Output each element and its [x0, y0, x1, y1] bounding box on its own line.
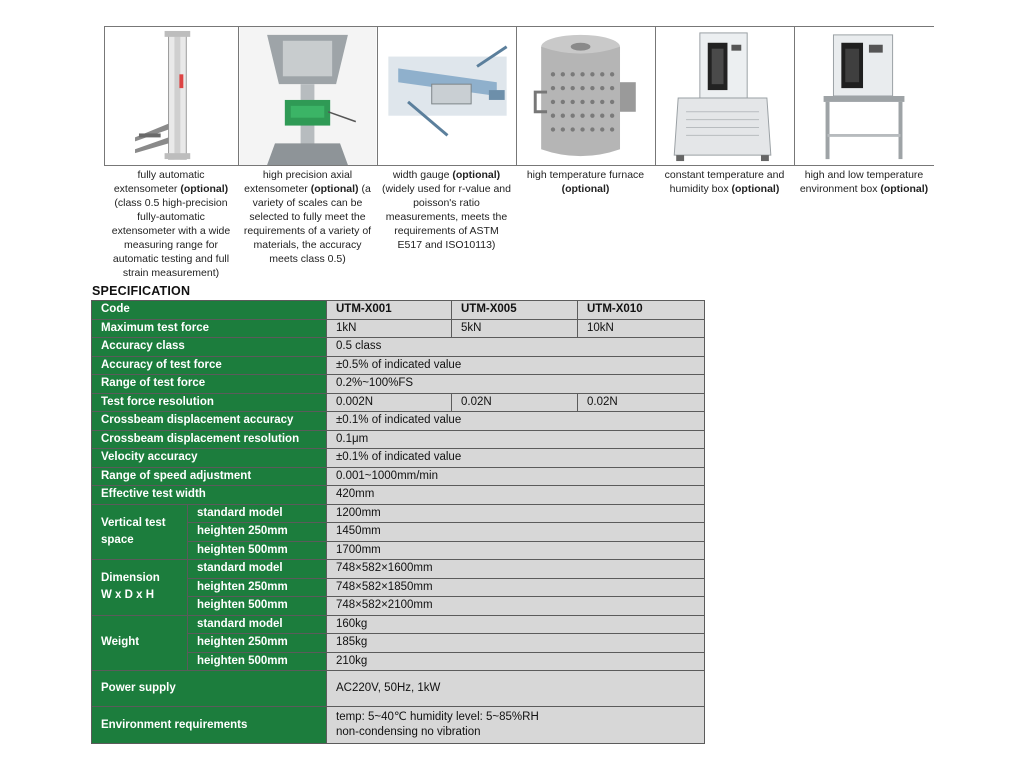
sub-label: heighten 250mm — [188, 634, 327, 653]
cell-value: ±0.5% of indicated value — [327, 356, 705, 375]
table-row — [92, 671, 705, 707]
caption-axial-extensometer: high precision axial extensometer (optional) (a variety of scales can be selected to fully meet the requirements of a variety of materials, the accuracy meets class 0.5) — [243, 169, 372, 265]
table-row — [92, 467, 705, 486]
table-row — [92, 375, 705, 394]
sub-label: heighten 500mm — [188, 597, 327, 616]
cell-value: AC220V, 50Hz, 1kW — [327, 671, 705, 707]
cell-value: 185kg — [327, 634, 705, 653]
accessory-image-strip — [104, 26, 934, 166]
specification-title: SPECIFICATION — [92, 284, 191, 298]
row-label: Crossbeam displacement resolution — [92, 430, 327, 449]
specification-table — [91, 300, 705, 744]
row-label: Accuracy of test force — [92, 356, 327, 375]
table-row — [92, 707, 705, 744]
row-label: Range of speed adjustment — [92, 467, 327, 486]
sub-label: heighten 500mm — [188, 652, 327, 671]
width-gauge-image — [378, 27, 517, 165]
cell-value: 420mm — [327, 486, 705, 505]
table-row — [92, 393, 705, 412]
cell-value: 0.02N — [452, 393, 578, 412]
row-label — [92, 560, 188, 616]
cell-value: 748×582×1600mm — [327, 560, 705, 579]
cell-value: 0.002N — [327, 393, 452, 412]
cell-value: 1200mm — [327, 504, 705, 523]
cell-value: 1kN — [327, 319, 452, 338]
caption-fully-automatic-extensometer: fully automatic extensometer (optional) (class 0.5 high-precision fully-automatic extensometer with a wide measuring range for automatic testing and full strain measurement) — [111, 169, 231, 279]
cell-value: 210kg — [327, 652, 705, 671]
sub-label: heighten 250mm — [188, 523, 327, 542]
row-label: Environment requirements — [92, 707, 327, 744]
environment-line2: non-condensing no vibration — [336, 726, 481, 738]
sub-label: standard model — [188, 504, 327, 523]
caption-constant-temperature-humidity-box: constant temperature and humidity box (optional) — [664, 169, 785, 195]
table-row — [92, 338, 705, 357]
model-header: UTM-X005 — [452, 301, 578, 320]
cell-value: 1700mm — [327, 541, 705, 560]
table-row — [92, 356, 705, 375]
row-label: Velocity accuracy — [92, 449, 327, 468]
cell-value: 10kN — [578, 319, 705, 338]
sub-label: standard model — [188, 615, 327, 634]
cell-value: 748×582×2100mm — [327, 597, 705, 616]
high-temperature-furnace-image — [517, 27, 656, 165]
cell-value: ±0.1% of indicated value — [327, 412, 705, 431]
row-label: Weight — [92, 615, 188, 671]
caption-high-temperature-furnace: high temperature furnace (optional) — [526, 169, 645, 195]
row-label: Test force resolution — [92, 393, 327, 412]
axial-extensometer-image — [239, 27, 378, 165]
table-row — [92, 504, 705, 523]
cell-value: 748×582×1850mm — [327, 578, 705, 597]
table-row — [92, 301, 705, 320]
row-label: Effective test width — [92, 486, 327, 505]
cell-value: 0.5 class — [327, 338, 705, 357]
cell-value: ±0.1% of indicated value — [327, 449, 705, 468]
code-label: Code — [92, 301, 327, 320]
table-row — [92, 430, 705, 449]
sub-label: heighten 250mm — [188, 578, 327, 597]
cell-value: 0.02N — [578, 393, 705, 412]
model-header: UTM-X001 — [327, 301, 452, 320]
caption-width-gauge: width gauge (optional) (widely used for r-value and poisson's ratio measurements, meets the requirements of ASTM E517 and ISO10113) — [382, 169, 511, 251]
cell-value — [327, 707, 705, 744]
cell-value: 0.1μm — [327, 430, 705, 449]
cell-value: 5kN — [452, 319, 578, 338]
cell-value: 1450mm — [327, 523, 705, 542]
row-label: Range of test force — [92, 375, 327, 394]
table-row — [92, 449, 705, 468]
fully-automatic-extensometer-image — [105, 27, 239, 165]
table-row — [92, 486, 705, 505]
environment-line1: temp: 5~40℃ humidity level: 5~85%RH — [336, 711, 539, 723]
cell-value: 0.2%~100%FS — [327, 375, 705, 394]
row-label: Crossbeam displacement accuracy — [92, 412, 327, 431]
cell-value: 160kg — [327, 615, 705, 634]
table-row — [92, 319, 705, 338]
constant-temperature-humidity-box-image — [656, 27, 795, 165]
sub-label: standard model — [188, 560, 327, 579]
row-label: Power supply — [92, 671, 327, 707]
row-label: Vertical test space — [92, 504, 188, 560]
row-label: Accuracy class — [92, 338, 327, 357]
model-header: UTM-X010 — [578, 301, 705, 320]
cell-value: 0.001~1000mm/min — [327, 467, 705, 486]
table-row — [92, 560, 705, 579]
row-label: Maximum test force — [92, 319, 327, 338]
table-row — [92, 412, 705, 431]
dimension-label-line1: Dimension — [101, 572, 160, 585]
high-low-temperature-box-image — [795, 27, 935, 165]
dimension-label-line2: W x D x H — [101, 589, 155, 602]
sub-label: heighten 500mm — [188, 541, 327, 560]
accessory-captions — [104, 168, 934, 280]
table-row — [92, 615, 705, 634]
caption-high-low-temperature-box: high and low temperature environment box (optional) — [799, 169, 929, 195]
